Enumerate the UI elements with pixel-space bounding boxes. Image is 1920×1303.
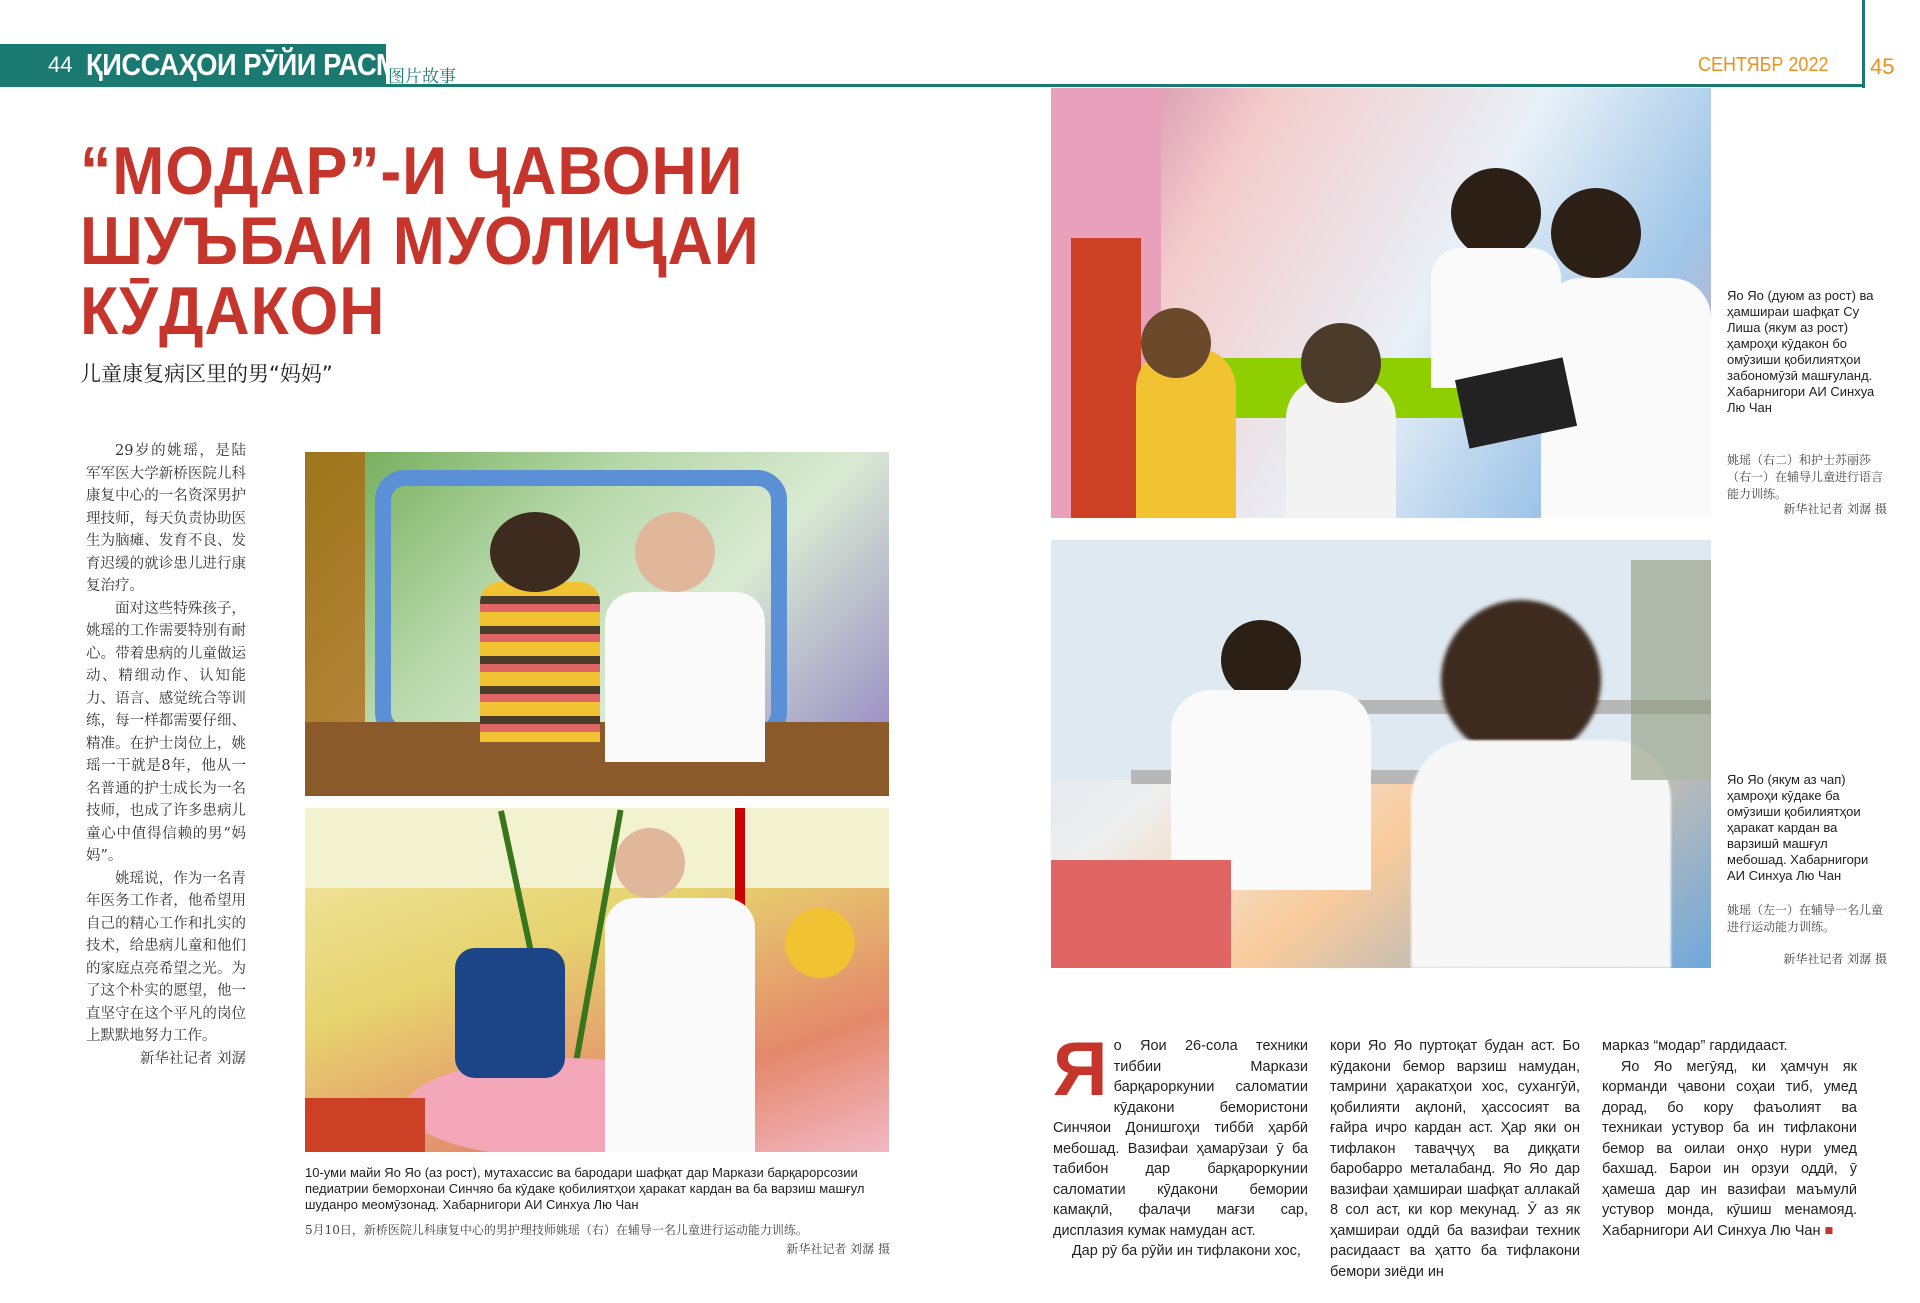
right-page-number: 45	[1870, 54, 1895, 79]
chinese-text-column	[86, 440, 246, 1070]
chinese-paragraph: 29岁的姚瑶，是陆军军医大学新桥医院儿科康复中心的一名资深男护理技师，每天负责协助医生为脑瘫、发育不良、发育迟缓的就诊患儿进行康复治疗。	[86, 443, 246, 594]
body-paragraph: кори Яо Яо пуртоқат будан аст. Бо кӯдакони бемор варзиш намудан, тамрини ҳаракатҳои хос, сухангӯӣ, қобилияти ақлонӣ, ҳассосият ва ғайра ичро кардан аст. Ҳар яки он тифлакон таваҷҷуҳ ва диққати баробарро металабанд. Яо Яо дар вазифаи ҳамшираи шафқат аллакай 8 сол аст, ки кор мекунад. Ӯ аз як ҳамшираи оддӣ ба вазифаи техник расидааст ва ҳатто ба тифлакони бемори зиёди ин	[1330, 1038, 1580, 1280]
photo-caption-chinese: 姚瑶（右二）和护士苏丽莎（右一）在辅导儿童进行语言能力训练。	[1727, 453, 1884, 501]
body-paragraph: о Яои 26-сола техники тиббии Маркази барқароркунии саломатии кӯдакони бемористони Синчяои Донишгоҳи тиббӣ ҳарбӣ мебошад. Вазифаи ҳамарӯзаи ӯ ба табибон дар барқароркунии саломатии кӯдакони бемории камақлӣ, фалаҷи мағзи сар, дисплазия кумак намудан аст.	[1053, 1038, 1308, 1239]
body-column-1	[1053, 1027, 1308, 1262]
photo-caption-chinese: 5月10日，新桥医院儿科康复中心的男护理技师姚瑶（右）在辅导一名儿童进行运动能力训练。	[305, 1223, 808, 1237]
drop-cap: Я	[1053, 1027, 1108, 1112]
left-page-number: 44	[48, 52, 73, 77]
headline-line-1: “МОДАР”-И ҶАВОНИ	[80, 133, 744, 209]
issue-date: СЕНТЯБР 2022	[1698, 54, 1829, 76]
chinese-paragraph: 姚瑶说，作为一名青年医务工作者，他希望用自己的精心工作和扎实的技术，给患病儿童和他们的家庭点亮希望之光。为了这个朴实的愿望，他一直坚守在这个平凡的岗位上默默地努力工作。	[86, 870, 246, 1044]
section-title: ҚИССАҲОИ РӮЙИ РАСМ	[86, 47, 399, 82]
photo-caption-tajik: Яо Яо (дуюм аз рост) ва ҳамшираи шафқат Су Лиша (якум аз рост) ҳамроҳи кӯдакон бо омӯзиши қобилиятҳои забономӯзӣ машғуланд. Хабарнигори АИ Синхуа Лю Чан	[1727, 288, 1875, 415]
photo-caption-chinese: 姚瑶（左一）在辅导一名儿童进行运动能力训练。	[1727, 903, 1884, 934]
article-headline	[80, 133, 779, 349]
chinese-paragraph: 面对这些特殊孩子，姚瑶的工作需要特别有耐心。带着患病的儿童做运动、精细动作、认知能力、语言、感觉统合等训练，每一样都需要仔细、精准。在护士岗位上，姚瑶一干就是8年，他从一名普通的护士成长为一名技师，也成了许多患病儿童心中值得信赖的男“妈妈”。	[86, 600, 246, 864]
end-mark: ■	[1824, 1222, 1834, 1239]
header-corner-rule	[1862, 0, 1865, 88]
photo-language-training	[1051, 88, 1711, 518]
headline-line-2: ШУЪБАИ МУОЛИҶАИ	[80, 203, 760, 279]
headline-line-3: КӮДАКОН	[80, 273, 386, 349]
photo-caption-tajik: 10-уми майи Яо Яо (аз рост), мутахассис ва бародари шафқат дар Маркази барқарорсозии педиатрии беморхонаи Синчяо ба кӯдаке қобилиятҳои ҳаракат кардан ва ба варзиш машғул шуданро меомӯзонад. Хабарнигори АИ Синхуа Лю Чан	[305, 1165, 865, 1212]
photo-caption-tajik: Яо Яо (якум аз чап) ҳамроҳи кӯдаке ба омӯзиши қобилиятҳои ҳаракат кардан ва варзишӣ машғул мебошад. Хабарнигори АИ Синхуа Лю Чан	[1727, 772, 1869, 883]
photo-credit: 新华社记者 刘潺 摄	[1783, 952, 1887, 966]
body-column-3	[1602, 1036, 1857, 1241]
body-paragraph: марказ “модар” гардидааст.	[1602, 1038, 1788, 1054]
body-column-2	[1330, 1036, 1580, 1282]
photo-credit: 新华社记者 刘潺 摄	[786, 1242, 890, 1256]
article-subhead-chinese: 儿童康复病区里的男“妈妈”	[80, 362, 333, 386]
section-title-chinese: 图片故事	[388, 67, 456, 87]
photo-motor-training	[1051, 540, 1711, 968]
photo-credit: 新华社记者 刘潺 摄	[1783, 502, 1887, 516]
body-paragraph: Дар рӯ ба рӯйи ин тифлакони хос,	[1071, 1243, 1301, 1259]
body-paragraph: Яо Яо мегӯяд, ки ҳамчун як корманди ҷавони соҳаи тиб, умед дорад, бо кору фаъолият ва техникаи устувор ба ин тифлакони бемор ва оилаи онҳо нури умед бахшад. Барои ин орзуи оддӣ, ӯ ҳамеша дар ин вазифаи маъмулӣ устувор монда, кӯшиш менамояд. Хабарнигори АИ Синхуа Лю Чан	[1602, 1058, 1857, 1239]
chinese-credit: 新华社记者 刘潺	[139, 1050, 246, 1067]
photo-therapist-balance-ball	[305, 808, 889, 1152]
photo-therapist-window-frame	[305, 452, 889, 796]
